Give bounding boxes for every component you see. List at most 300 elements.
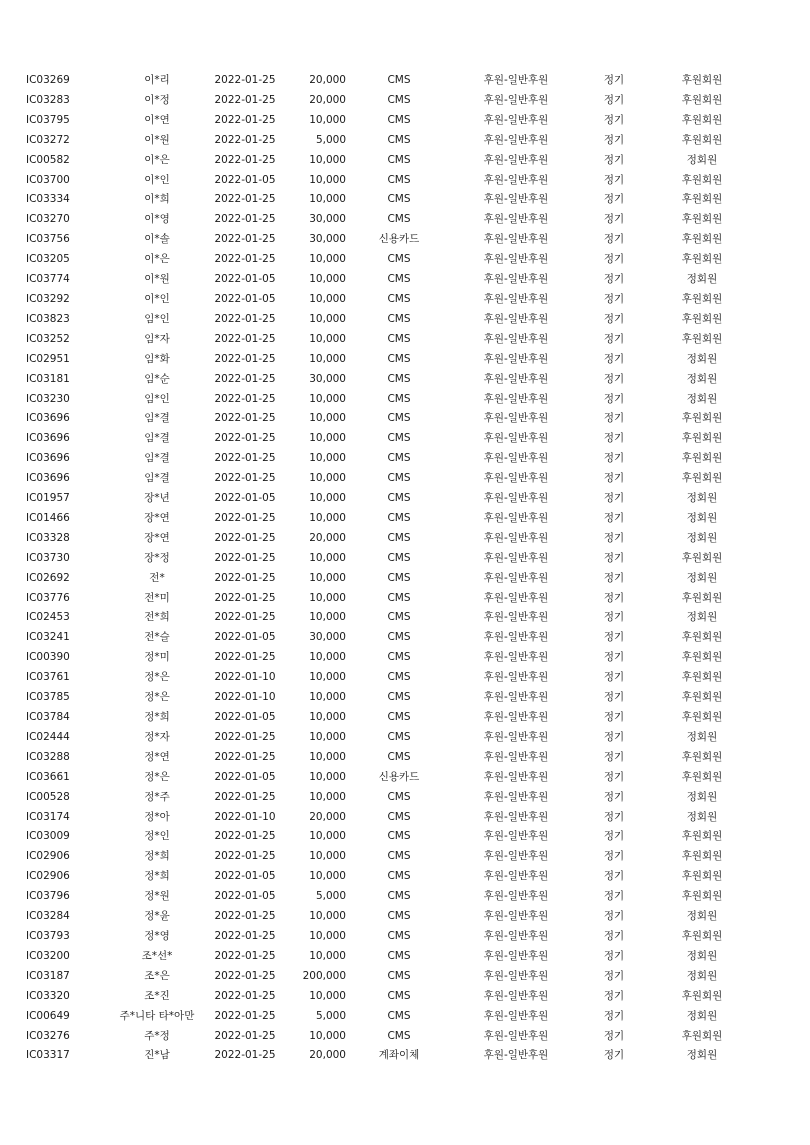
membership-type-cell: 정회원 <box>686 392 718 405</box>
payment-date-cell: 2022-01-25 <box>214 910 276 923</box>
table-row <box>26 827 756 847</box>
table-row <box>26 131 756 151</box>
payment-method-cell: CMS <box>387 969 411 982</box>
payment-method-cell: CMS <box>387 790 411 803</box>
member-id-cell: IC01466 <box>26 511 70 524</box>
payment-date-cell: 2022-01-05 <box>214 173 276 186</box>
membership-type-cell: 후원회원 <box>681 213 723 226</box>
member-id-cell: IC03272 <box>26 133 70 146</box>
donation-type-cell: 정기 <box>603 750 625 763</box>
payment-date-cell: 2022-01-05 <box>214 273 276 286</box>
member-id-cell: IC03288 <box>26 750 70 763</box>
donation-type-cell: 정기 <box>603 850 625 863</box>
donation-type-cell: 정기 <box>603 611 625 624</box>
table-row <box>26 210 756 230</box>
payment-method-cell: 계좌이체 <box>378 1049 420 1062</box>
amount-cell: 10,000 <box>309 750 346 763</box>
amount-cell: 10,000 <box>309 292 346 305</box>
payment-date-cell: 2022-01-25 <box>214 850 276 863</box>
donation-type-cell: 정기 <box>603 1049 625 1062</box>
donation-type-cell: 정기 <box>603 969 625 982</box>
donation-category-cell: 후원-일반후원 <box>483 312 549 325</box>
membership-type-cell: 후원회원 <box>681 711 723 723</box>
member-name-cell: 이*희 <box>144 193 170 206</box>
donation-category-cell: 후원-일반후원 <box>483 133 549 146</box>
table-row <box>26 1007 756 1027</box>
payment-date-cell: 2022-01-25 <box>214 452 276 465</box>
amount-cell: 10,000 <box>309 850 346 863</box>
table-row <box>26 449 756 469</box>
table-row <box>26 628 756 648</box>
member-id-cell: IC03795 <box>26 113 70 126</box>
donation-category-cell: 후원-일반후원 <box>483 611 549 624</box>
payment-date-cell: 2022-01-05 <box>214 631 276 644</box>
table-row <box>26 549 756 569</box>
table-row <box>26 509 756 529</box>
payment-method-cell: CMS <box>387 292 411 305</box>
payment-method-cell: CMS <box>387 312 411 325</box>
payment-date-cell: 2022-01-25 <box>214 93 276 106</box>
payment-method-cell: CMS <box>387 352 411 365</box>
donation-category-cell: 후원-일반후원 <box>483 591 549 604</box>
member-name-cell: 장*년 <box>144 492 170 505</box>
donation-type-cell: 정기 <box>603 671 625 684</box>
membership-type-cell: 정회원 <box>686 1049 718 1062</box>
payment-method-cell: CMS <box>387 74 411 86</box>
payment-method-cell: CMS <box>387 133 411 146</box>
payment-method-cell: CMS <box>387 651 411 664</box>
payment-method-cell: CMS <box>387 830 411 843</box>
table-row <box>26 867 756 887</box>
table-row <box>26 569 756 589</box>
membership-type-cell: 정회원 <box>686 949 718 962</box>
table-row <box>26 111 756 131</box>
donation-type-cell: 정기 <box>603 1009 625 1022</box>
payment-method-cell: CMS <box>387 929 411 942</box>
member-name-cell: 임*화 <box>144 352 170 365</box>
membership-type-cell: 후원회원 <box>681 850 723 863</box>
membership-type-cell: 후원회원 <box>681 989 723 1002</box>
member-id-cell: IC02906 <box>26 870 70 883</box>
payment-date-cell: 2022-01-10 <box>214 671 276 684</box>
member-id-cell: IC03270 <box>26 213 70 226</box>
table-row <box>26 927 756 947</box>
member-id-cell: IC03661 <box>26 770 70 783</box>
donation-category-cell: 후원-일반후원 <box>483 651 549 664</box>
member-name-cell: 정*원 <box>144 890 170 903</box>
payment-date-cell: 2022-01-25 <box>214 551 276 564</box>
payment-date-cell: 2022-01-25 <box>214 253 276 266</box>
amount-cell: 10,000 <box>309 273 346 286</box>
donation-type-cell: 정기 <box>603 133 625 146</box>
payment-date-cell: 2022-01-25 <box>214 312 276 325</box>
table-row <box>26 230 756 250</box>
member-id-cell: IC03784 <box>26 711 70 723</box>
amount-cell: 10,000 <box>309 253 346 266</box>
payment-date-cell: 2022-01-05 <box>214 711 276 723</box>
membership-type-cell: 정회원 <box>686 790 718 803</box>
member-id-cell: IC03696 <box>26 452 70 465</box>
payment-method-cell: CMS <box>387 631 411 644</box>
amount-cell: 10,000 <box>309 472 346 485</box>
payment-method-cell: CMS <box>387 910 411 923</box>
donation-type-cell: 정기 <box>603 651 625 664</box>
donation-type-cell: 정기 <box>603 810 625 823</box>
payment-method-cell: CMS <box>387 850 411 863</box>
donation-type-cell: 정기 <box>603 392 625 405</box>
donation-category-cell: 후원-일반후원 <box>483 691 549 704</box>
amount-cell: 30,000 <box>309 372 346 385</box>
donation-type-cell: 정기 <box>603 213 625 226</box>
amount-cell: 10,000 <box>309 870 346 883</box>
member-name-cell: 조*진 <box>144 989 170 1002</box>
table-row <box>26 768 756 788</box>
member-name-cell: 정*영 <box>144 929 170 942</box>
donation-category-cell: 후원-일반후원 <box>483 233 549 246</box>
amount-cell: 5,000 <box>315 890 346 903</box>
payment-method-cell: CMS <box>387 711 411 723</box>
payment-method-cell: CMS <box>387 1029 411 1042</box>
donation-category-cell: 후원-일반후원 <box>483 332 549 345</box>
payment-date-cell: 2022-01-05 <box>214 890 276 903</box>
membership-type-cell: 후원회원 <box>681 691 723 704</box>
membership-type-cell: 후원회원 <box>681 870 723 883</box>
amount-cell: 5,000 <box>315 133 346 146</box>
member-id-cell: IC02453 <box>26 611 70 624</box>
payment-method-cell: CMS <box>387 551 411 564</box>
member-name-cell: 정*아 <box>144 810 170 823</box>
member-id-cell: IC03785 <box>26 691 70 704</box>
payment-date-cell: 2022-01-25 <box>214 432 276 445</box>
payment-date-cell: 2022-01-05 <box>214 770 276 783</box>
member-id-cell: IC03009 <box>26 830 70 843</box>
payment-method-cell: CMS <box>387 750 411 763</box>
table-row <box>26 330 756 350</box>
member-id-cell: IC03696 <box>26 432 70 445</box>
payment-date-cell: 2022-01-25 <box>214 511 276 524</box>
table-row <box>26 489 756 509</box>
donation-category-cell: 후원-일반후원 <box>483 790 549 803</box>
amount-cell: 20,000 <box>309 810 346 823</box>
payment-method-cell: CMS <box>387 730 411 743</box>
donation-category-cell: 후원-일반후원 <box>483 631 549 644</box>
amount-cell: 20,000 <box>309 531 346 544</box>
table-row <box>26 1046 756 1066</box>
member-id-cell: IC03241 <box>26 631 70 644</box>
member-id-cell: IC03205 <box>26 253 70 266</box>
member-name-cell: 장*정 <box>144 551 170 564</box>
member-name-cell: 임*인 <box>144 312 170 325</box>
payment-method-cell: CMS <box>387 1009 411 1022</box>
member-id-cell: IC03292 <box>26 292 70 305</box>
member-name-cell: 이*은 <box>144 153 170 166</box>
amount-cell: 10,000 <box>309 910 346 923</box>
member-id-cell: IC03696 <box>26 412 70 425</box>
member-name-cell: 정*희 <box>144 850 170 863</box>
payment-date-cell: 2022-01-25 <box>214 571 276 584</box>
payment-date-cell: 2022-01-25 <box>214 1009 276 1022</box>
amount-cell: 10,000 <box>309 551 346 564</box>
donation-category-cell: 후원-일반후원 <box>483 412 549 425</box>
table-row <box>26 688 756 708</box>
payment-date-cell: 2022-01-25 <box>214 233 276 246</box>
payment-date-cell: 2022-01-10 <box>214 810 276 823</box>
amount-cell: 10,000 <box>309 412 346 425</box>
table-row <box>26 907 756 927</box>
membership-type-cell: 후원회원 <box>681 452 723 465</box>
payment-date-cell: 2022-01-25 <box>214 113 276 126</box>
membership-type-cell: 후원회원 <box>681 432 723 445</box>
table-row <box>26 887 756 907</box>
payment-date-cell: 2022-01-25 <box>214 750 276 763</box>
member-name-cell: 주*정 <box>144 1029 170 1042</box>
membership-type-cell: 후원회원 <box>681 253 723 266</box>
member-name-cell: 임*순 <box>144 372 170 385</box>
payment-date-cell: 2022-01-25 <box>214 611 276 624</box>
payment-method-cell: CMS <box>387 671 411 684</box>
member-id-cell: IC03776 <box>26 591 70 604</box>
payment-date-cell: 2022-01-25 <box>214 352 276 365</box>
donation-category-cell: 후원-일반후원 <box>483 671 549 684</box>
member-id-cell: IC03700 <box>26 173 70 186</box>
member-id-cell: IC00390 <box>26 651 70 664</box>
member-name-cell: 이*영 <box>144 213 170 226</box>
membership-type-cell: 후원회원 <box>681 770 723 783</box>
table-row <box>26 151 756 171</box>
member-id-cell: IC03774 <box>26 273 70 286</box>
donation-ledger-table <box>26 71 756 1066</box>
donation-type-cell: 정기 <box>603 691 625 704</box>
payment-date-cell: 2022-01-25 <box>214 929 276 942</box>
donation-type-cell: 정기 <box>603 511 625 524</box>
table-row <box>26 668 756 688</box>
amount-cell: 30,000 <box>309 233 346 246</box>
payment-method-cell: CMS <box>387 432 411 445</box>
payment-method-cell: CMS <box>387 870 411 883</box>
donation-category-cell: 후원-일반후원 <box>483 472 549 485</box>
payment-method-cell: CMS <box>387 949 411 962</box>
membership-type-cell: 정회원 <box>686 611 718 624</box>
member-name-cell: 임*결 <box>144 452 170 465</box>
payment-method-cell: CMS <box>387 492 411 505</box>
amount-cell: 10,000 <box>309 352 346 365</box>
member-id-cell: IC02444 <box>26 730 70 743</box>
donation-type-cell: 정기 <box>603 631 625 644</box>
donation-category-cell: 후원-일반후원 <box>483 830 549 843</box>
amount-cell: 10,000 <box>309 770 346 783</box>
donation-category-cell: 후원-일반후원 <box>483 452 549 465</box>
table-row <box>26 390 756 410</box>
donation-type-cell: 정기 <box>603 312 625 325</box>
donation-category-cell: 후원-일반후원 <box>483 352 549 365</box>
donation-type-cell: 정기 <box>603 1029 625 1042</box>
amount-cell: 10,000 <box>309 1029 346 1042</box>
donation-type-cell: 정기 <box>603 352 625 365</box>
membership-type-cell: 후원회원 <box>681 233 723 246</box>
payment-date-cell: 2022-01-25 <box>214 74 276 86</box>
payment-date-cell: 2022-01-25 <box>214 790 276 803</box>
donation-type-cell: 정기 <box>603 173 625 186</box>
table-row <box>26 748 756 768</box>
member-id-cell: IC03334 <box>26 193 70 206</box>
payment-date-cell: 2022-01-25 <box>214 412 276 425</box>
table-row <box>26 808 756 828</box>
payment-date-cell: 2022-01-25 <box>214 949 276 962</box>
membership-type-cell: 후원회원 <box>681 551 723 564</box>
amount-cell: 5,000 <box>315 1009 346 1022</box>
amount-cell: 10,000 <box>309 511 346 524</box>
donation-category-cell: 후원-일반후원 <box>483 113 549 126</box>
member-id-cell: IC03317 <box>26 1049 70 1062</box>
member-name-cell: 장*연 <box>144 531 170 544</box>
payment-method-cell: CMS <box>387 531 411 544</box>
donation-type-cell: 정기 <box>603 153 625 166</box>
member-name-cell: 임*결 <box>144 432 170 445</box>
member-name-cell: 정*은 <box>144 770 170 783</box>
table-row <box>26 71 756 91</box>
donation-category-cell: 후원-일반후원 <box>483 392 549 405</box>
member-name-cell: 조*선* <box>141 949 173 962</box>
membership-type-cell: 후원회원 <box>681 1029 723 1042</box>
member-name-cell: 임*결 <box>144 412 170 425</box>
amount-cell: 10,000 <box>309 173 346 186</box>
donation-type-cell: 정기 <box>603 273 625 286</box>
amount-cell: 10,000 <box>309 611 346 624</box>
amount-cell: 10,000 <box>309 113 346 126</box>
member-id-cell: IC02906 <box>26 850 70 863</box>
member-name-cell: 전*희 <box>144 611 170 624</box>
table-row <box>26 310 756 330</box>
amount-cell: 10,000 <box>309 929 346 942</box>
amount-cell: 10,000 <box>309 452 346 465</box>
amount-cell: 10,000 <box>309 989 346 1002</box>
donation-category-cell: 후원-일반후원 <box>483 810 549 823</box>
donation-type-cell: 정기 <box>603 531 625 544</box>
membership-type-cell: 후원회원 <box>681 292 723 305</box>
member-id-cell: IC03200 <box>26 949 70 962</box>
donation-category-cell: 후원-일반후원 <box>483 511 549 524</box>
payment-method-cell: CMS <box>387 392 411 405</box>
member-name-cell: 전*미 <box>144 591 170 604</box>
membership-type-cell: 정회원 <box>686 352 718 365</box>
member-name-cell: 조*은 <box>144 969 170 982</box>
member-name-cell: 정*희 <box>144 711 170 723</box>
amount-cell: 10,000 <box>309 571 346 584</box>
membership-type-cell: 후원회원 <box>681 113 723 126</box>
membership-type-cell: 정회원 <box>686 810 718 823</box>
donation-category-cell: 후원-일반후원 <box>483 551 549 564</box>
payment-date-cell: 2022-01-25 <box>214 730 276 743</box>
membership-type-cell: 정회원 <box>686 511 718 524</box>
member-id-cell: IC03252 <box>26 332 70 345</box>
donation-type-cell: 정기 <box>603 929 625 942</box>
table-row <box>26 788 756 808</box>
table-row <box>26 250 756 270</box>
donation-category-cell: 후원-일반후원 <box>483 711 549 723</box>
membership-type-cell: 후원회원 <box>681 133 723 146</box>
payment-date-cell: 2022-01-25 <box>214 1049 276 1062</box>
table-row <box>26 847 756 867</box>
payment-method-cell: 신용카드 <box>378 233 420 246</box>
membership-type-cell: 후원회원 <box>681 472 723 485</box>
payment-method-cell: CMS <box>387 691 411 704</box>
member-id-cell: IC03696 <box>26 472 70 485</box>
payment-date-cell: 2022-01-25 <box>214 651 276 664</box>
donation-type-cell: 정기 <box>603 711 625 723</box>
donation-type-cell: 정기 <box>603 492 625 505</box>
member-name-cell: 정*미 <box>144 651 170 664</box>
member-id-cell: IC03276 <box>26 1029 70 1042</box>
member-name-cell: 정*자 <box>144 730 170 743</box>
member-name-cell: 진*남 <box>144 1049 170 1062</box>
amount-cell: 10,000 <box>309 392 346 405</box>
member-name-cell: 임*결 <box>144 472 170 485</box>
payment-method-cell: CMS <box>387 511 411 524</box>
amount-cell: 10,000 <box>309 671 346 684</box>
donation-type-cell: 정기 <box>603 830 625 843</box>
payment-date-cell: 2022-01-25 <box>214 372 276 385</box>
payment-method-cell: CMS <box>387 113 411 126</box>
membership-type-cell: 후원회원 <box>681 173 723 186</box>
member-id-cell: IC03823 <box>26 312 70 325</box>
donation-category-cell: 후원-일반후원 <box>483 1009 549 1022</box>
donation-category-cell: 후원-일반후원 <box>483 372 549 385</box>
table-row <box>26 171 756 191</box>
membership-type-cell: 후원회원 <box>681 671 723 684</box>
member-id-cell: IC03284 <box>26 910 70 923</box>
payment-method-cell: CMS <box>387 472 411 485</box>
amount-cell: 10,000 <box>309 651 346 664</box>
amount-cell: 10,000 <box>309 153 346 166</box>
membership-type-cell: 정회원 <box>686 492 718 505</box>
member-id-cell: IC02951 <box>26 352 70 365</box>
payment-method-cell: CMS <box>387 93 411 106</box>
membership-type-cell: 후원회원 <box>681 830 723 843</box>
member-id-cell: IC01957 <box>26 492 70 505</box>
membership-type-cell: 정회원 <box>686 1009 718 1022</box>
donation-type-cell: 정기 <box>603 113 625 126</box>
table-row <box>26 91 756 111</box>
payment-date-cell: 2022-01-10 <box>214 691 276 704</box>
table-row <box>26 987 756 1007</box>
amount-cell: 10,000 <box>309 790 346 803</box>
payment-date-cell: 2022-01-25 <box>214 591 276 604</box>
ledger-body <box>26 71 756 1066</box>
amount-cell: 30,000 <box>309 631 346 644</box>
donation-type-cell: 정기 <box>603 472 625 485</box>
table-row <box>26 648 756 668</box>
donation-type-cell: 정기 <box>603 551 625 564</box>
membership-type-cell: 후원회원 <box>681 929 723 942</box>
membership-type-cell: 정회원 <box>686 969 718 982</box>
payment-method-cell: CMS <box>387 253 411 266</box>
donation-type-cell: 정기 <box>603 910 625 923</box>
membership-type-cell: 정회원 <box>686 153 718 166</box>
member-id-cell: IC03320 <box>26 989 70 1002</box>
donation-type-cell: 정기 <box>603 233 625 246</box>
donation-category-cell: 후원-일반후원 <box>483 253 549 266</box>
amount-cell: 20,000 <box>309 74 346 86</box>
membership-type-cell: 후원회원 <box>681 591 723 604</box>
member-id-cell: IC03761 <box>26 671 70 684</box>
amount-cell: 10,000 <box>309 312 346 325</box>
member-name-cell: 정*주 <box>144 790 170 803</box>
payment-date-cell: 2022-01-25 <box>214 969 276 982</box>
member-name-cell: 전*슬 <box>144 631 170 644</box>
member-name-cell: 전* <box>149 571 165 584</box>
donation-type-cell: 정기 <box>603 790 625 803</box>
payment-date-cell: 2022-01-25 <box>214 1029 276 1042</box>
